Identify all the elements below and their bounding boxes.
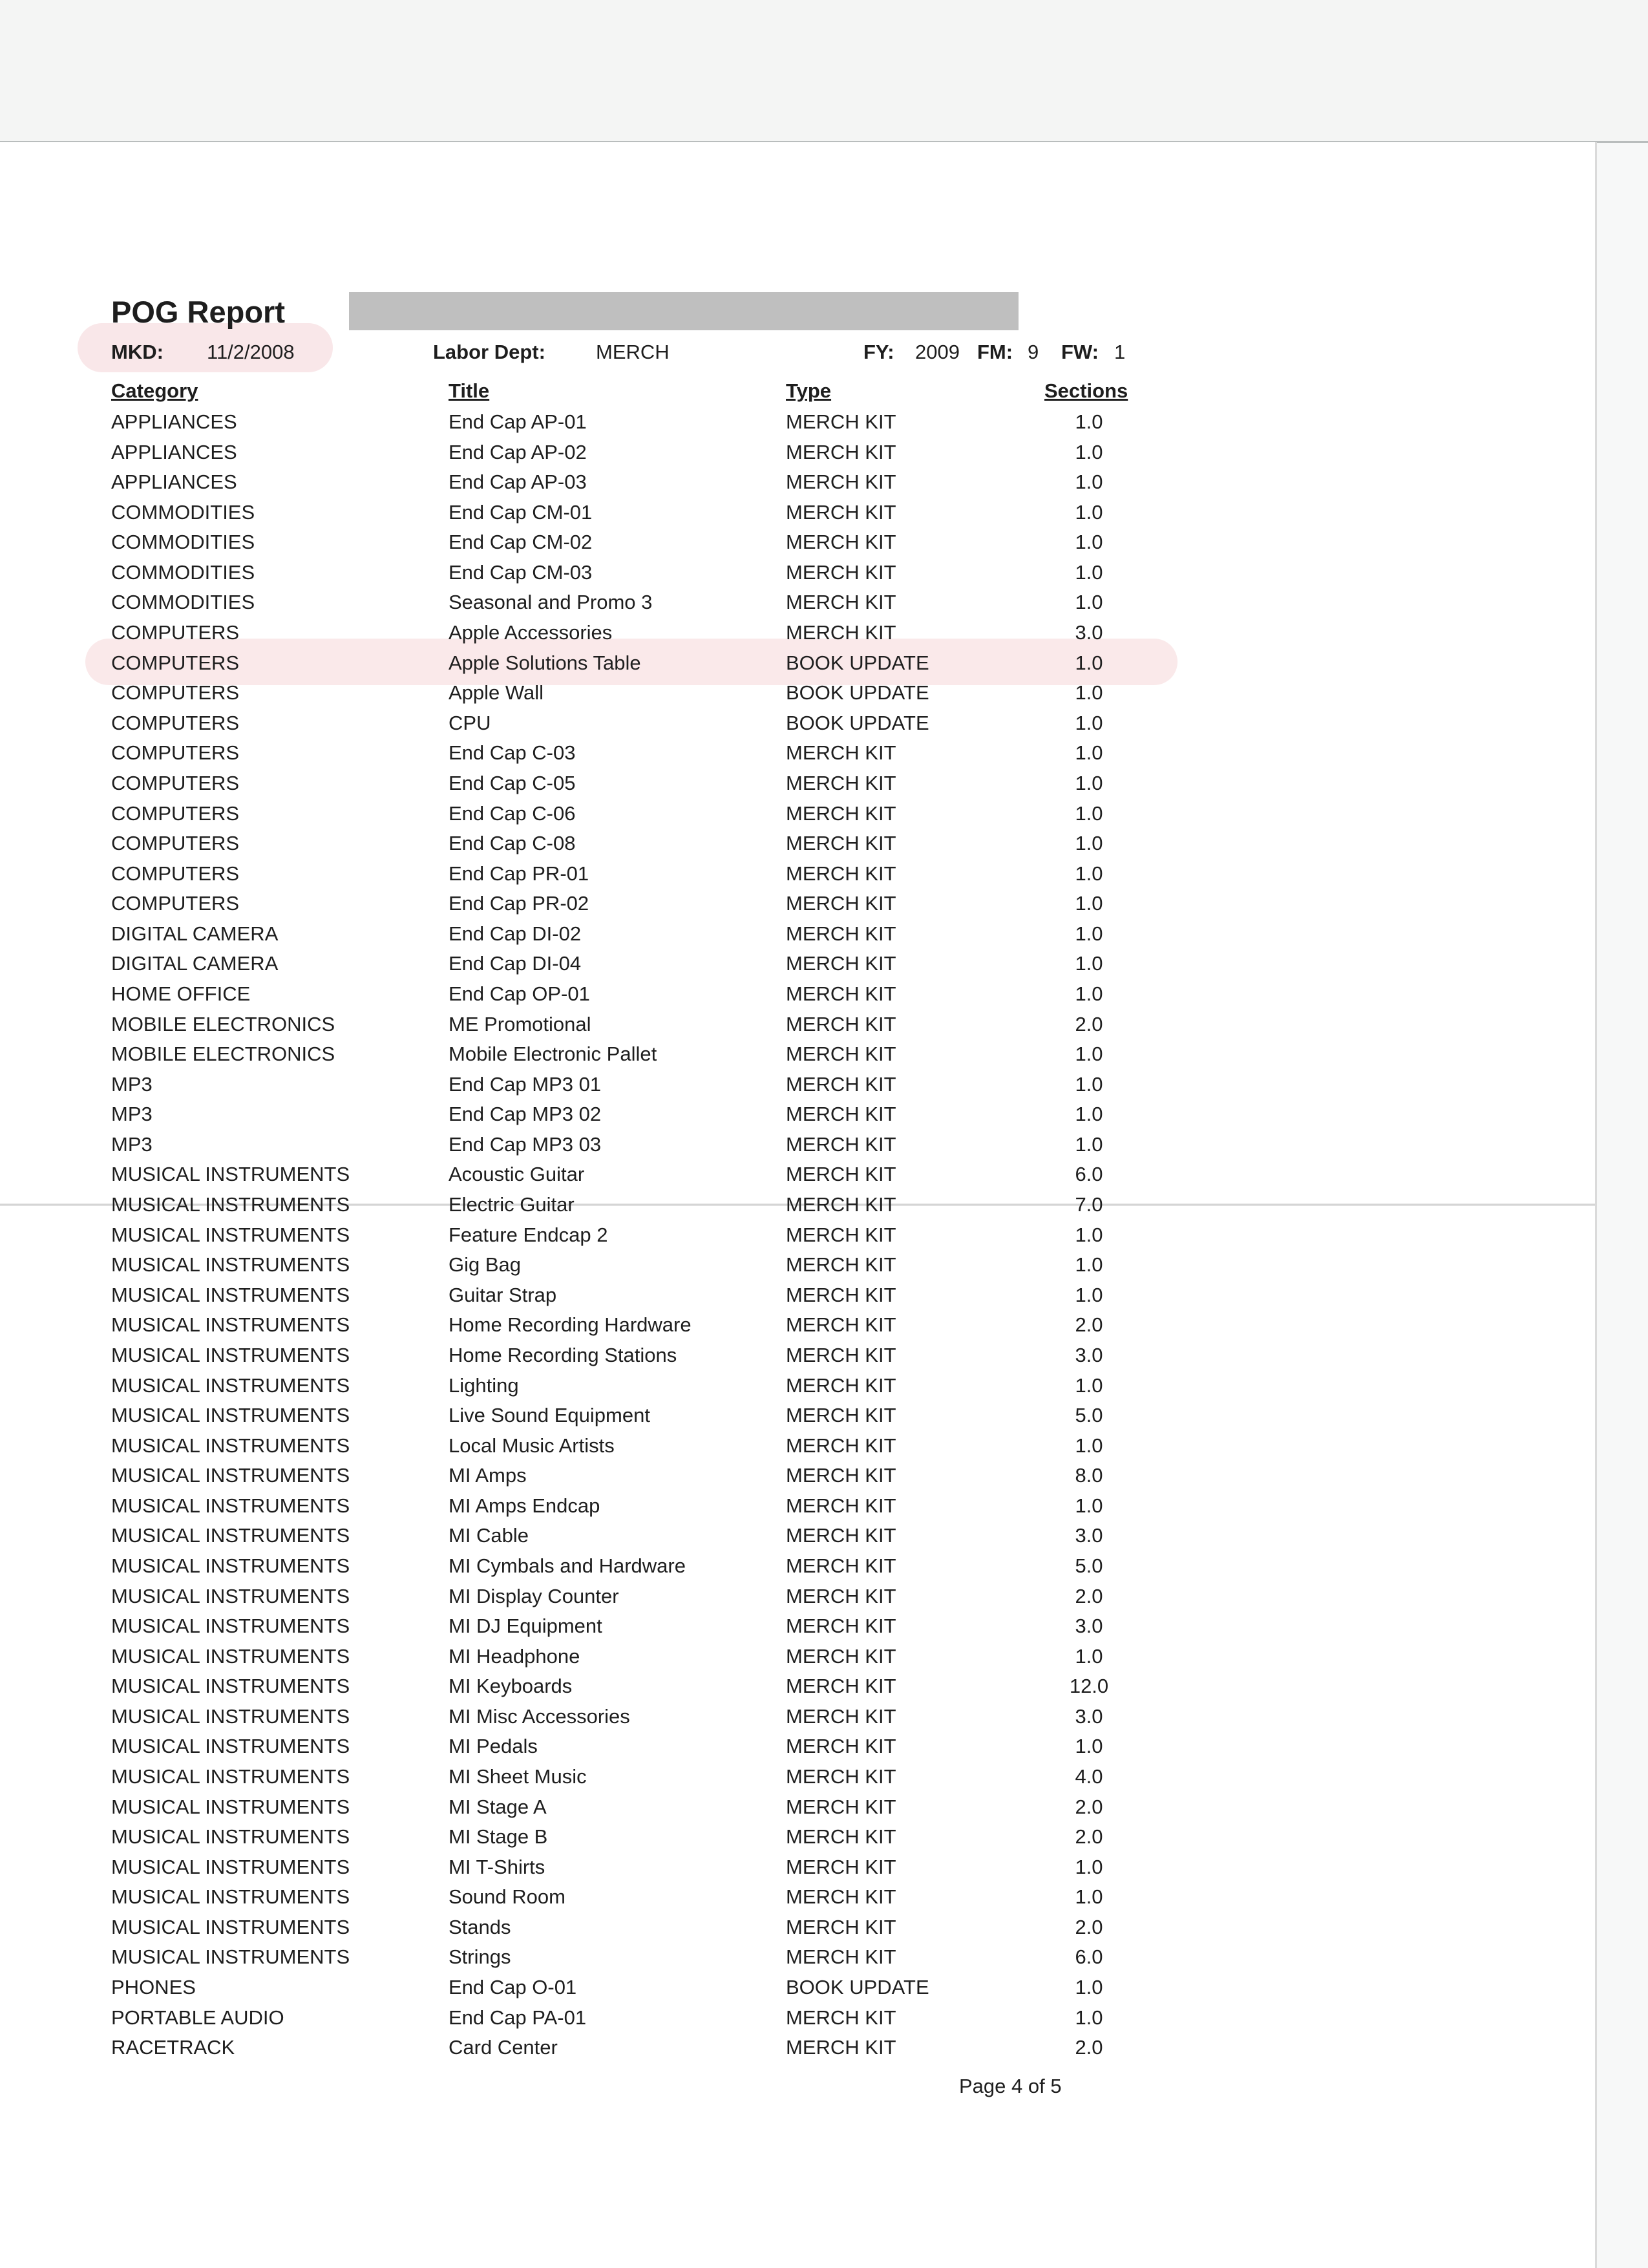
row-sections: 1.0 (1075, 832, 1103, 855)
table-row (0, 1491, 1595, 1521)
table-row (0, 1521, 1595, 1551)
row-sections: 2.0 (1075, 1012, 1103, 1035)
row-category: MUSICAL INSTRUMENTS (111, 1915, 350, 1938)
row-category: MUSICAL INSTRUMENTS (111, 1343, 350, 1366)
row-title: MI T-Shirts (449, 1855, 545, 1878)
row-category: COMPUTERS (111, 621, 240, 644)
row-category: COMPUTERS (111, 801, 240, 825)
row-category: MOBILE ELECTRONICS (111, 1043, 335, 1066)
table-row (0, 1882, 1595, 1913)
row-type: MERCH KIT (786, 922, 896, 945)
row-title: End Cap AP-02 (449, 440, 587, 463)
row-category: MUSICAL INSTRUMENTS (111, 1644, 350, 1668)
row-category: MUSICAL INSTRUMENTS (111, 1704, 350, 1728)
row-sections: 2.0 (1075, 1795, 1103, 1818)
row-type: MERCH KIT (786, 1313, 896, 1337)
row-type: MERCH KIT (786, 1945, 896, 1969)
row-type: MERCH KIT (786, 1043, 896, 1066)
row-title: MI Pedals (449, 1735, 538, 1758)
table-row (0, 1913, 1595, 1943)
row-category: MP3 (111, 1132, 153, 1156)
table-row (0, 1642, 1595, 1672)
row-type: MERCH KIT (786, 1675, 896, 1698)
column-header-category: Category (111, 379, 198, 402)
row-category: RACETRACK (111, 2036, 235, 2059)
row-sections: 3.0 (1075, 1704, 1103, 1728)
row-type: MERCH KIT (786, 801, 896, 825)
report-table-body (0, 407, 1595, 2063)
row-title: MI Sheet Music (449, 1765, 587, 1788)
row-sections: 1.0 (1075, 771, 1103, 794)
table-row (0, 1160, 1595, 1190)
row-title: Home Recording Hardware (449, 1313, 692, 1337)
row-title: Lighting (449, 1373, 519, 1397)
row-category: COMPUTERS (111, 681, 240, 705)
table-row (0, 1310, 1595, 1341)
labor-dept-label: Labor Dept: (433, 341, 545, 363)
row-title: Feature Endcap 2 (449, 1223, 608, 1246)
table-row (0, 1401, 1595, 1431)
row-type: MERCH KIT (786, 1885, 896, 1909)
table-row (0, 1973, 1595, 2003)
row-category: MUSICAL INSTRUMENTS (111, 1404, 350, 1427)
row-sections: 1.0 (1075, 1855, 1103, 1878)
row-category: MUSICAL INSTRUMENTS (111, 1885, 350, 1909)
row-sections: 1.0 (1075, 2006, 1103, 2029)
row-sections: 1.0 (1075, 1735, 1103, 1758)
row-title: Local Music Artists (449, 1434, 615, 1457)
row-sections: 1.0 (1075, 862, 1103, 885)
table-row (0, 1280, 1595, 1311)
row-title: MI Cable (449, 1524, 529, 1547)
table-row (0, 1792, 1595, 1823)
row-title: End Cap DI-04 (449, 952, 582, 975)
row-sections: 1.0 (1075, 591, 1103, 614)
table-row (0, 1551, 1595, 1582)
row-title: Card Center (449, 2036, 558, 2059)
row-title: End Cap C-08 (449, 832, 576, 855)
row-category: MUSICAL INSTRUMENTS (111, 1253, 350, 1277)
row-sections: 12.0 (1069, 1675, 1109, 1698)
row-category: MOBILE ELECTRONICS (111, 1012, 335, 1035)
row-category: COMPUTERS (111, 711, 240, 734)
row-type: MERCH KIT (786, 531, 896, 554)
fw-value: 1 (1114, 341, 1126, 363)
row-category: COMMODITIES (111, 560, 255, 584)
row-type: MERCH KIT (786, 471, 896, 494)
row-type: MERCH KIT (786, 832, 896, 855)
row-type: MERCH KIT (786, 1223, 896, 1246)
row-category: COMMODITIES (111, 531, 255, 554)
table-row (0, 1852, 1595, 1883)
row-title: End Cap C-06 (449, 801, 576, 825)
row-type: MERCH KIT (786, 1283, 896, 1306)
table-row (0, 527, 1595, 558)
table-row (0, 1461, 1595, 1491)
row-title: Sound Room (449, 1885, 565, 1909)
table-row (0, 618, 1595, 648)
row-title: Stands (449, 1915, 511, 1938)
row-title: Acoustic Guitar (449, 1163, 585, 1186)
row-type: MERCH KIT (786, 1012, 896, 1035)
redaction-bar (349, 292, 1019, 330)
row-type: MERCH KIT (786, 1765, 896, 1788)
column-header-sections: Sections (1044, 379, 1128, 402)
table-row (0, 467, 1595, 498)
row-type: MERCH KIT (786, 440, 896, 463)
row-title: Seasonal and Promo 3 (449, 591, 653, 614)
mkd-value: 11/2/2008 (207, 341, 295, 363)
row-title: Apple Wall (449, 681, 544, 705)
table-row (0, 678, 1595, 708)
row-title: MI Amps (449, 1464, 527, 1487)
row-title: End Cap PA-01 (449, 2006, 587, 2029)
fm-label: FM: (977, 341, 1013, 363)
row-sections: 1.0 (1075, 471, 1103, 494)
row-category: COMPUTERS (111, 862, 240, 885)
row-sections: 1.0 (1075, 1373, 1103, 1397)
row-sections: 1.0 (1075, 500, 1103, 524)
row-title: End Cap CM-03 (449, 560, 593, 584)
column-header-type: Type (786, 379, 832, 402)
row-category: MUSICAL INSTRUMENTS (111, 1735, 350, 1758)
row-sections: 1.0 (1075, 1132, 1103, 1156)
row-type: MERCH KIT (786, 1373, 896, 1397)
row-sections: 1.0 (1075, 711, 1103, 734)
table-row (0, 859, 1595, 889)
row-sections: 2.0 (1075, 2036, 1103, 2059)
row-title: End Cap CM-01 (449, 500, 593, 524)
mkd-label: MKD: (111, 341, 164, 363)
row-category: COMPUTERS (111, 741, 240, 765)
row-sections: 1.0 (1075, 1253, 1103, 1277)
row-sections: 1.0 (1075, 531, 1103, 554)
table-row (0, 407, 1595, 438)
table-row (0, 1822, 1595, 1852)
row-category: MUSICAL INSTRUMENTS (111, 1795, 350, 1818)
table-row (0, 1942, 1595, 1973)
row-type: MERCH KIT (786, 1253, 896, 1277)
row-category: MUSICAL INSTRUMENTS (111, 1765, 350, 1788)
row-category: MUSICAL INSTRUMENTS (111, 1584, 350, 1607)
table-row (0, 829, 1595, 859)
row-type: MERCH KIT (786, 1615, 896, 1638)
table-row (0, 1099, 1595, 1130)
table-row (0, 919, 1595, 949)
row-type: MERCH KIT (786, 2036, 896, 2059)
row-type: MERCH KIT (786, 1704, 896, 1728)
table-row (0, 1250, 1595, 1280)
row-type: MERCH KIT (786, 771, 896, 794)
table-row (0, 799, 1595, 829)
row-type: MERCH KIT (786, 621, 896, 644)
row-type: MERCH KIT (786, 1343, 896, 1366)
table-row (0, 1010, 1595, 1040)
row-title: Apple Accessories (449, 621, 613, 644)
row-title: End Cap MP3 03 (449, 1132, 602, 1156)
row-category: MUSICAL INSTRUMENTS (111, 1193, 350, 1216)
row-category: MUSICAL INSTRUMENTS (111, 1434, 350, 1457)
table-row (0, 1431, 1595, 1461)
row-category: COMMODITIES (111, 500, 255, 524)
table-row (0, 949, 1595, 979)
row-title: MI Keyboards (449, 1675, 573, 1698)
table-row (0, 558, 1595, 588)
row-category: MUSICAL INSTRUMENTS (111, 1675, 350, 1698)
row-sections: 5.0 (1075, 1554, 1103, 1577)
row-title: End Cap C-03 (449, 741, 576, 765)
row-title: End Cap OP-01 (449, 982, 590, 1005)
table-row (0, 1039, 1595, 1070)
row-title: Live Sound Equipment (449, 1404, 650, 1427)
row-type: MERCH KIT (786, 982, 896, 1005)
row-category: MUSICAL INSTRUMENTS (111, 1825, 350, 1849)
row-sections: 7.0 (1075, 1193, 1103, 1216)
row-sections: 1.0 (1075, 1223, 1103, 1246)
row-title: End Cap PR-01 (449, 862, 589, 885)
table-row (0, 2003, 1595, 2033)
row-type: MERCH KIT (786, 2006, 896, 2029)
row-sections: 1.0 (1075, 801, 1103, 825)
table-row (0, 1611, 1595, 1642)
table-row (0, 768, 1595, 799)
row-type: MERCH KIT (786, 1103, 896, 1126)
table-row (0, 1220, 1595, 1251)
row-type: MERCH KIT (786, 1524, 896, 1547)
fy-label: FY: (863, 341, 894, 363)
row-sections: 1.0 (1075, 1885, 1103, 1909)
row-sections: 8.0 (1075, 1464, 1103, 1487)
row-title: Gig Bag (449, 1253, 522, 1277)
table-row (0, 1702, 1595, 1732)
row-type: MERCH KIT (786, 410, 896, 433)
row-title: MI DJ Equipment (449, 1615, 602, 1638)
row-sections: 1.0 (1075, 560, 1103, 584)
row-category: MUSICAL INSTRUMENTS (111, 1855, 350, 1878)
row-category: HOME OFFICE (111, 982, 251, 1005)
row-title: MI Misc Accessories (449, 1704, 630, 1728)
row-sections: 6.0 (1075, 1163, 1103, 1186)
row-title: Electric Guitar (449, 1193, 575, 1216)
row-type: MERCH KIT (786, 1584, 896, 1607)
row-type: MERCH KIT (786, 1434, 896, 1457)
row-type: MERCH KIT (786, 1072, 896, 1096)
row-category: MUSICAL INSTRUMENTS (111, 1223, 350, 1246)
row-sections: 1.0 (1075, 741, 1103, 765)
row-title: MI Stage B (449, 1825, 548, 1849)
row-sections: 3.0 (1075, 621, 1103, 644)
table-row (0, 1341, 1595, 1371)
row-category: DIGITAL CAMERA (111, 952, 279, 975)
row-sections: 4.0 (1075, 1765, 1103, 1788)
table-row (0, 588, 1595, 618)
row-category: COMMODITIES (111, 591, 255, 614)
row-sections: 1.0 (1075, 1072, 1103, 1096)
table-row (0, 1190, 1595, 1220)
row-sections: 1.0 (1075, 1434, 1103, 1457)
row-title: End Cap PR-02 (449, 892, 589, 915)
row-title: End Cap MP3 02 (449, 1103, 602, 1126)
row-type: MERCH KIT (786, 1554, 896, 1577)
row-category: MUSICAL INSTRUMENTS (111, 1945, 350, 1969)
row-type: MERCH KIT (786, 1855, 896, 1878)
table-row (0, 648, 1595, 679)
table-row (0, 1371, 1595, 1401)
row-sections: 1.0 (1075, 1103, 1103, 1126)
row-sections: 2.0 (1075, 1584, 1103, 1607)
row-type: MERCH KIT (786, 1404, 896, 1427)
row-category: MP3 (111, 1103, 153, 1126)
row-type: MERCH KIT (786, 1825, 896, 1849)
row-title: MI Cymbals and Hardware (449, 1554, 686, 1577)
row-category: COMPUTERS (111, 832, 240, 855)
row-category: COMPUTERS (111, 892, 240, 915)
row-sections: 2.0 (1075, 1825, 1103, 1849)
row-title: End Cap O-01 (449, 1976, 577, 1999)
row-title: MI Amps Endcap (449, 1494, 600, 1517)
table-row (0, 1762, 1595, 1792)
row-category: MUSICAL INSTRUMENTS (111, 1283, 350, 1306)
row-title: Guitar Strap (449, 1283, 557, 1306)
table-row (0, 2033, 1595, 2063)
row-category: MUSICAL INSTRUMENTS (111, 1524, 350, 1547)
row-title: CPU (449, 711, 491, 734)
row-sections: 3.0 (1075, 1615, 1103, 1638)
row-category: MUSICAL INSTRUMENTS (111, 1494, 350, 1517)
row-category: PHONES (111, 1976, 196, 1999)
table-row (0, 1582, 1595, 1612)
row-sections: 1.0 (1075, 1644, 1103, 1668)
row-title: End Cap C-05 (449, 771, 576, 794)
page-number: Page 4 of 5 (959, 2075, 1062, 2097)
row-sections: 1.0 (1075, 1976, 1103, 1999)
row-sections: 1.0 (1075, 651, 1103, 674)
row-title: Mobile Electronic Pallet (449, 1043, 657, 1066)
row-category: APPLIANCES (111, 471, 237, 494)
row-type: BOOK UPDATE (786, 711, 929, 734)
row-type: BOOK UPDATE (786, 1976, 929, 1999)
row-category: MUSICAL INSTRUMENTS (111, 1313, 350, 1337)
row-title: Home Recording Stations (449, 1343, 677, 1366)
table-row (0, 1130, 1595, 1160)
row-title: End Cap DI-02 (449, 922, 582, 945)
row-type: MERCH KIT (786, 1915, 896, 1938)
row-sections: 1.0 (1075, 1043, 1103, 1066)
table-row (0, 1070, 1595, 1100)
row-type: MERCH KIT (786, 892, 896, 915)
labor-dept-value: MERCH (596, 341, 670, 363)
row-sections: 1.0 (1075, 892, 1103, 915)
table-row (0, 498, 1595, 528)
table-row (0, 1671, 1595, 1702)
row-category: APPLIANCES (111, 440, 237, 463)
row-title: MI Stage A (449, 1795, 547, 1818)
row-category: COMPUTERS (111, 771, 240, 794)
row-title: End Cap CM-02 (449, 531, 593, 554)
row-sections: 2.0 (1075, 1915, 1103, 1938)
row-sections: 1.0 (1075, 982, 1103, 1005)
row-category: MUSICAL INSTRUMENTS (111, 1163, 350, 1186)
row-type: BOOK UPDATE (786, 651, 929, 674)
row-sections: 3.0 (1075, 1524, 1103, 1547)
row-title: End Cap AP-03 (449, 471, 587, 494)
column-header-title: Title (449, 379, 490, 402)
row-title: MI Display Counter (449, 1584, 619, 1607)
row-category: MP3 (111, 1072, 153, 1096)
fy-value: 2009 (915, 341, 960, 363)
row-type: MERCH KIT (786, 591, 896, 614)
row-sections: 1.0 (1075, 440, 1103, 463)
row-title: End Cap AP-01 (449, 410, 587, 433)
paper-top-edge (0, 0, 1648, 143)
row-sections: 1.0 (1075, 410, 1103, 433)
table-row (0, 438, 1595, 468)
row-type: MERCH KIT (786, 560, 896, 584)
fm-value: 9 (1028, 341, 1039, 363)
row-category: MUSICAL INSTRUMENTS (111, 1373, 350, 1397)
row-title: ME Promotional (449, 1012, 591, 1035)
row-sections: 1.0 (1075, 922, 1103, 945)
row-type: MERCH KIT (786, 1464, 896, 1487)
row-type: MERCH KIT (786, 1163, 896, 1186)
row-type: MERCH KIT (786, 1494, 896, 1517)
row-title: End Cap MP3 01 (449, 1072, 602, 1096)
row-category: COMPUTERS (111, 651, 240, 674)
table-row (0, 1732, 1595, 1762)
row-type: MERCH KIT (786, 741, 896, 765)
row-sections: 1.0 (1075, 1283, 1103, 1306)
report-title: POG Report (111, 295, 285, 329)
row-type: MERCH KIT (786, 1735, 896, 1758)
row-sections: 1.0 (1075, 1494, 1103, 1517)
row-type: BOOK UPDATE (786, 681, 929, 705)
row-sections: 3.0 (1075, 1343, 1103, 1366)
row-type: MERCH KIT (786, 952, 896, 975)
table-row (0, 889, 1595, 919)
row-type: MERCH KIT (786, 1644, 896, 1668)
row-sections: 1.0 (1075, 952, 1103, 975)
row-category: APPLIANCES (111, 410, 237, 433)
row-category: MUSICAL INSTRUMENTS (111, 1464, 350, 1487)
table-row (0, 708, 1595, 739)
row-sections: 1.0 (1075, 681, 1103, 705)
row-title: Strings (449, 1945, 511, 1969)
fw-label: FW: (1061, 341, 1099, 363)
row-category: MUSICAL INSTRUMENTS (111, 1615, 350, 1638)
row-type: MERCH KIT (786, 1795, 896, 1818)
row-sections: 2.0 (1075, 1313, 1103, 1337)
row-category: PORTABLE AUDIO (111, 2006, 284, 2029)
row-category: MUSICAL INSTRUMENTS (111, 1554, 350, 1577)
table-row (0, 738, 1595, 768)
row-type: MERCH KIT (786, 1132, 896, 1156)
table-row (0, 979, 1595, 1010)
row-sections: 5.0 (1075, 1404, 1103, 1427)
row-type: MERCH KIT (786, 1193, 896, 1216)
row-type: MERCH KIT (786, 862, 896, 885)
row-sections: 6.0 (1075, 1945, 1103, 1969)
row-title: MI Headphone (449, 1644, 580, 1668)
row-type: MERCH KIT (786, 500, 896, 524)
row-category: DIGITAL CAMERA (111, 922, 279, 945)
row-title: Apple Solutions Table (449, 651, 641, 674)
